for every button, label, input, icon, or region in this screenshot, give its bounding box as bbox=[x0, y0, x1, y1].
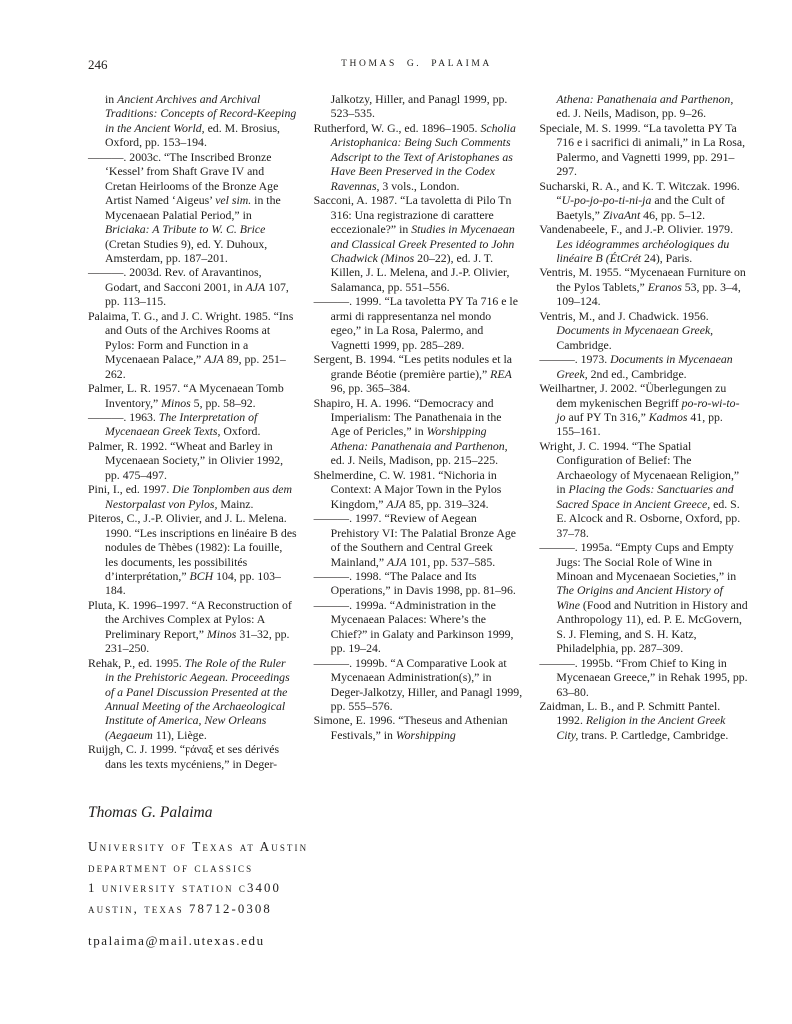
affiliation-line-department: department of classics bbox=[88, 860, 254, 875]
bibliography-entry: Piteros, C., J.-P. Olivier, and J. L. Melena. 1990. “Les inscriptions en linéaire B des nodules de Thèbes (1982): La fouille, les documents, les possibilités d’interprétation,” BCH 104, pp. 103–184. bbox=[88, 511, 297, 598]
affiliation-line-city: austin, texas 78712-0308 bbox=[88, 901, 272, 916]
bibliography-entry: in Ancient Archives and Archival Traditions: Concepts of Record-Keeping in the Ancient World, ed. M. Brosius, Oxford, pp. 153–194. bbox=[105, 92, 297, 150]
bibliography-entry: ———. 1999a. “Administration in the Mycenaean Palaces: Where’s the Chief?” in Galaty and Parkinson 1999, pp. 19–24. bbox=[313, 597, 514, 656]
author-name: Thomas G. Palaima bbox=[88, 804, 213, 821]
bibliography-entry: Palmer, L. R. 1957. “A Mycenaean Tomb Inventory,” Minos 5, pp. 58–92. bbox=[88, 381, 284, 410]
bibliography-entry: Vandenabeele, F., and J.-P. Olivier. 1979. Les idéogrammes archéologiques du linéaire B (ÉtCrét 24), Paris. bbox=[539, 222, 734, 265]
bibliography-entry: Pluta, K. 1996–1997. “A Reconstruction of the Archives Complex at Pylos: A Preliminary Report,” Minos 31–32, pp. 231–250. bbox=[88, 597, 292, 656]
affiliation-line-address: 1 university station c3400 bbox=[88, 881, 281, 895]
bibliography-entry: Shapiro, H. A. 1996. “Democracy and Imperialism: The Panathenaia in the Age of Pericles,” in Worshipping Athena: Panathenaia and Parthenon, ed. J. Neils, Madison, pp. 215–225. bbox=[313, 395, 508, 468]
bibliography-entry: Ventris, M., and J. Chadwick. 1956. Documents in Mycenaean Greek, Cambridge. bbox=[539, 308, 714, 352]
bibliography-entry: Shelmerdine, C. W. 1981. “Nichoria in Context: A Major Town in the Pylos Kingdom,” AJA 85, pp. 319–324. bbox=[313, 467, 502, 511]
bibliography-entry: ———. 1998. “The Palace and Its Operations,” in Davis 1998, pp. 81–96. bbox=[313, 568, 516, 598]
bibliography-entry: ———. 1997. “Review of Aegean Prehistory VI: The Palatial Bronze Age of the Southern and Central Greek Mainland,” AJA 101, pp. 537–585. bbox=[313, 511, 517, 569]
bibliography-entry: Ventris, M. 1955. “Mycenaean Furniture on the Pylos Tablets,” Eranos 53, pp. 3–4, 109–124. bbox=[539, 265, 746, 309]
bibliography-entry: Weilhartner, J. 2002. “Überlegungen zu dem mykenischen Begriff po-ro-wi-to-jo auf PY Tn 316,” Kadmos 41, pp. 155–161. bbox=[539, 381, 740, 439]
page-header bbox=[88, 57, 745, 73]
bibliography-column-2 bbox=[314, 92, 523, 771]
author-affiliation bbox=[88, 837, 308, 919]
bibliography-entry: Wright, J. C. 1994. “The Spatial Configuration of Belief: The Archaeology of Mycenaean Religion,” in Placing the Gods: Sanctuaries and Sacred Space in Ancient Greece, ed. S. E. Alcock and R. Osborne, Oxford, pp. 37–78. bbox=[539, 438, 741, 540]
bibliography-entry: ———. 2003d. Rev. of Aravantinos, Godart, and Sacconi 2001, in AJA 107, pp. 113–115. bbox=[88, 265, 289, 309]
affiliation-line-institution: University of Texas at Austin bbox=[88, 839, 309, 854]
bibliography-entry: ———. 1973. Documents in Mycenaean Greek, 2nd ed., Cambridge. bbox=[539, 352, 733, 381]
author-block bbox=[88, 803, 308, 949]
bibliography-column-1 bbox=[88, 92, 297, 771]
bibliography-entry: Pini, I., ed. 1997. Die Tonplomben aus dem Nestorpalast von Pylos, Mainz. bbox=[88, 482, 293, 511]
bibliography-entry: ———. 1963. The Interpretation of Mycenaean Greek Texts, Oxford. bbox=[88, 409, 261, 439]
bibliography-column-3 bbox=[539, 92, 748, 771]
running-title: THOMAS G. PALAIMA bbox=[341, 59, 492, 69]
bibliography-entry: ———. 2003c. “The Inscribed Bronze ‘Kessel’ from Shaft Grave IV and Cretan Heirlooms of the Bronze Age Artist Named ‘Aigeus’ vel sim. in the Mycenaean Palatial Period,” in Briciaka: A Tribute to W. C. Brice (Cretan Studies 9), ed. Y. Duhoux, Amsterdam, pp. 187–201. bbox=[88, 149, 281, 265]
bibliography-entry: Ruijgh, C. J. 1999. “ϝάναξ et ses dérivés dans les texts mycéniens,” in Deger- bbox=[88, 742, 280, 771]
bibliography-entry: ———. 1999. “La tavoletta PY Ta 716 e le armi di rappresentanza nel mondo egeo,” in La Rosa, Palermo, and Vagnetti 1999, pp. 285–289. bbox=[313, 294, 518, 352]
author-email: tpalaima@mail.utexas.edu bbox=[88, 933, 265, 948]
bibliography-entry: Palmer, R. 1992. “Wheat and Barley in Mycenaean Society,” in Olivier 1992, pp. 475–497. bbox=[88, 438, 284, 482]
bibliography bbox=[88, 92, 748, 771]
bibliography-entry: ———. 1995b. “From Chief to King in Mycenaean Greece,” in Rehak 1995, pp. 63–80. bbox=[539, 655, 748, 699]
bibliography-entry: Zaidman, L. B., and P. Schmitt Pantel. 1992. Religion in the Ancient Greek City, trans. P. Cartledge, Cambridge. bbox=[539, 699, 729, 742]
bibliography-entry: Simone, E. 1996. “Theseus and Athenian Festivals,” in Worshipping bbox=[313, 713, 508, 742]
bibliography-entry: Palaima, T. G., and J. C. Wright. 1985. “Ins and Outs of the Archives Rooms at Pylos: Form and Function in a Mycenaean Palace,” AJA 89, pp. 251–262. bbox=[88, 308, 294, 381]
bibliography-entry: ———. 1995a. “Empty Cups and Empty Jugs: The Social Role of Wine in Minoan and Mycenaean Societies,” in The Origins and Ancient History of Wine (Food and Nutrition in History and Anthropology 11), ed. P. E. McGovern, S. J. Fleming, and S. H. Katz, Philadelphia, pp. 287–309. bbox=[539, 540, 748, 656]
bibliography-entry: Rehak, P., ed. 1995. The Role of the Ruler in the Prehistoric Aegean. Proceedings of a Panel Discussion Presented at the Annual Meeting of the Archaeological Institute of America, New Orleans (Aegaeum 11), Liège. bbox=[88, 655, 290, 742]
bibliography-entry: ———. 1999b. “A Comparative Look at Mycenaean Administration(s),” in Deger-Jalkotzy, Hiller, and Panagl 1999, pp. 555–576. bbox=[313, 655, 523, 714]
bibliography-entry: Athena: Panathenaia and Parthenon, ed. J. Neils, Madison, pp. 9–26. bbox=[556, 92, 734, 121]
bibliography-entry: Sucharski, R. A., and K. T. Witczak. 1996. “U-po-jo-po-ti-ni-ja and the Cult of Baetyls,” ZivaAnt 46, pp. 5–12. bbox=[539, 178, 740, 222]
bibliography-entry: Sergent, B. 1994. “Les petits nodules et la grande Béotie (première partie),” REA 96, pp. 365–384. bbox=[313, 352, 513, 396]
page-number: 246 bbox=[88, 57, 108, 72]
bibliography-entry: Speciale, M. S. 1999. “La tavoletta PY Ta 716 e i sacrifici di animali,” in La Rosa, Palermo, and Vagnetti 1999, pp. 291–297. bbox=[539, 120, 746, 179]
bibliography-entry: Sacconi, A. 1987. “La tavoletta di Pilo Tn 316: Una registrazione di carattere eccezionale?” in Studies in Mycenaean and Classical Greek Presented to John Chadwick (Minos 20–22), ed. J. T. Killen, J. L. Melena, and J.-P. Olivier, Salamanca, pp. 551–556. bbox=[313, 193, 515, 294]
bibliography-entry: Jalkotzy, Hiller, and Panagl 1999, pp. 523–535. bbox=[330, 92, 508, 121]
bibliography-entry: Rutherford, W. G., ed. 1896–1905. Scholia Aristophanica: Being Such Comments Adscript to the Text of Aristophanes as Have Been Preserved in the Codex Ravennas, 3 vols., London. bbox=[313, 120, 516, 193]
